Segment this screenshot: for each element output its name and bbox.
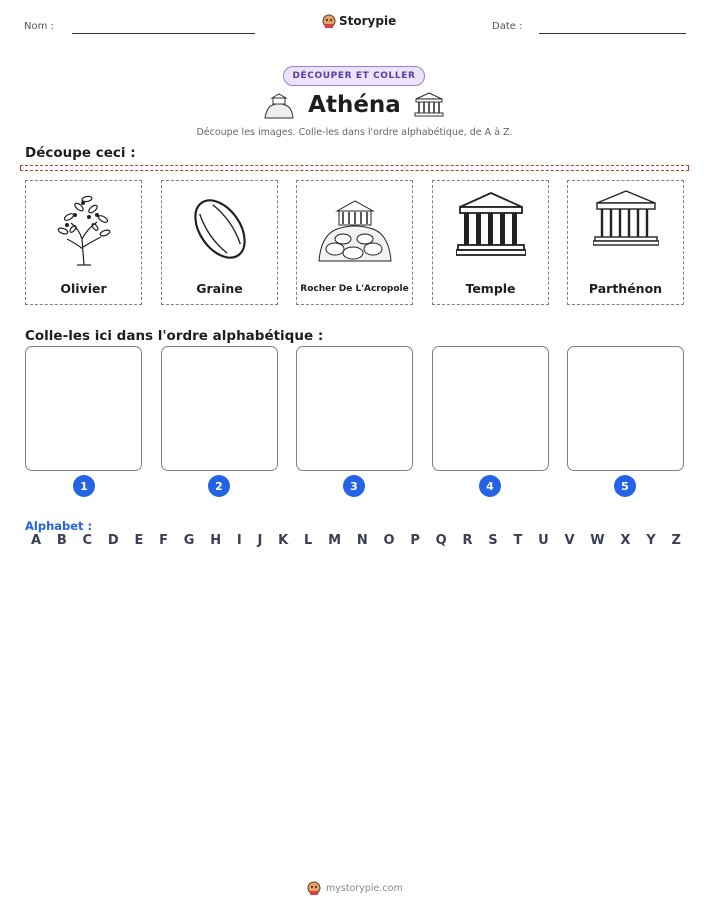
date-line[interactable] xyxy=(539,33,686,34)
temple-icon xyxy=(456,189,526,259)
parthenon-icon xyxy=(593,189,659,249)
activity-badge: DÉCOUPER ET COLLER xyxy=(283,66,425,86)
slot-number-2: 2 xyxy=(208,475,230,497)
date-label: Date : xyxy=(492,21,523,32)
slot-number-5: 5 xyxy=(614,475,636,497)
cut-card-olivier[interactable] xyxy=(25,180,142,305)
alphabet-letter: D xyxy=(107,533,119,548)
paste-slot-3[interactable] xyxy=(296,346,413,471)
brand-logo xyxy=(322,13,396,29)
alphabet-letter: U xyxy=(538,533,549,548)
cut-card-temple[interactable] xyxy=(432,180,549,305)
acropolis-rock-icon xyxy=(315,189,395,269)
alphabet-letter: A xyxy=(31,533,42,548)
alphabet-letter: B xyxy=(56,533,67,548)
parthenon-icon xyxy=(414,92,444,118)
alphabet-title: Alphabet : xyxy=(25,519,93,533)
paste-slot-4[interactable] xyxy=(432,346,549,471)
alphabet-letter: I xyxy=(236,533,242,548)
alphabet-letter: F xyxy=(159,533,169,548)
alphabet-letter: G xyxy=(183,533,195,548)
instructions: Découpe les images. Colle-les dans l'ordre alphabétique, de A à Z. xyxy=(196,127,513,138)
footer xyxy=(307,880,403,896)
slot-number-4: 4 xyxy=(479,475,501,497)
card-label: Graine xyxy=(196,281,243,296)
card-label: Parthénon xyxy=(588,281,663,296)
paste-slot-2[interactable] xyxy=(161,346,278,471)
alphabet-letter: R xyxy=(462,533,473,548)
alphabet-letter: E xyxy=(134,533,144,548)
alphabet-letters xyxy=(31,533,681,548)
paste-slot-5[interactable] xyxy=(567,346,684,471)
storypie-mascot-icon xyxy=(307,880,321,896)
alphabet-letter: Z xyxy=(671,533,681,548)
slot-number-3: 3 xyxy=(343,475,365,497)
slot-number-1: 1 xyxy=(73,475,95,497)
cut-card-graine[interactable] xyxy=(161,180,278,305)
alphabet-letter: L xyxy=(304,533,313,548)
paste-heading: Colle-les ici dans l'ordre alphabétique : xyxy=(25,328,324,344)
alphabet-letter: W xyxy=(590,533,605,548)
alphabet-letter: T xyxy=(513,533,523,548)
alphabet-letter: X xyxy=(620,533,631,548)
alphabet-letter: M xyxy=(328,533,342,548)
cut-line xyxy=(20,165,689,171)
alphabet-letter: J xyxy=(257,533,263,548)
alphabet-letter: O xyxy=(383,533,395,548)
cut-heading: Découpe ceci : xyxy=(25,145,136,161)
alphabet-letter: C xyxy=(82,533,93,548)
footer-link[interactable]: mystorypie.com xyxy=(326,882,403,894)
seed-icon xyxy=(185,189,255,269)
card-label: Temple xyxy=(465,281,516,296)
alphabet-letter: K xyxy=(278,533,289,548)
alphabet-letter: H xyxy=(210,533,222,548)
paste-slot-1[interactable] xyxy=(25,346,142,471)
cut-card-parthenon[interactable] xyxy=(567,180,684,305)
alphabet-letter: P xyxy=(410,533,420,548)
name-label: Nom : xyxy=(24,21,54,32)
storypie-mascot-icon xyxy=(322,13,336,29)
cut-card-rocher-acropole[interactable] xyxy=(296,180,413,305)
brand-name: Storypie xyxy=(339,14,397,28)
olive-tree-icon xyxy=(49,189,119,269)
alphabet-letter: N xyxy=(356,533,368,548)
alphabet-letter: Y xyxy=(646,533,656,548)
alphabet-letter: S xyxy=(488,533,498,548)
alphabet-letter: Q xyxy=(435,533,447,548)
card-label: Rocher De L'Acropole xyxy=(300,284,409,294)
alphabet-letter: V xyxy=(564,533,575,548)
card-label: Olivier xyxy=(60,281,107,296)
name-line[interactable] xyxy=(72,33,255,34)
page-title: Athéna xyxy=(308,92,401,118)
